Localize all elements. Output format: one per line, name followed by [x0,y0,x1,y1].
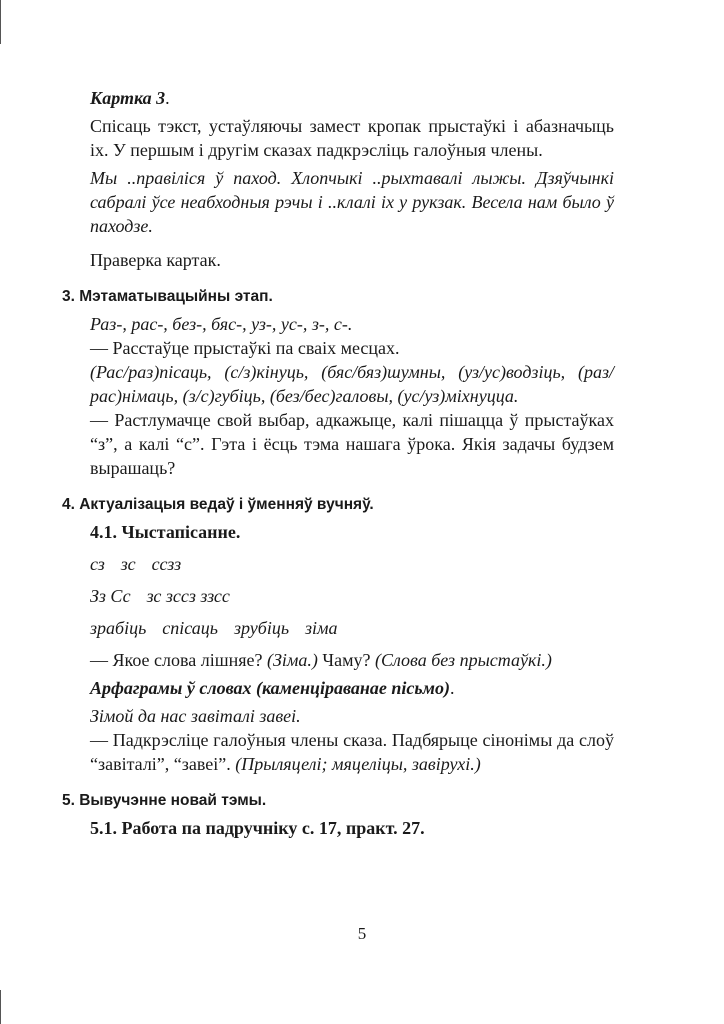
handwriting-item: зс [120,554,136,574]
subsection-heading: 4.1. Чыстапісанне. [90,522,241,542]
section-heading: 4. Актуалізацыя ведаў і ўменняў вучняў. [62,496,374,513]
handwriting-item: зрубіць [234,618,290,638]
handwriting-item: зс зccз ззсс [146,586,230,606]
answer: (Зіма.) [267,650,318,670]
handwriting-item: зрабіць [90,618,147,638]
page-content [62,86,614,840]
orthograms-heading: Арфаграмы ў словах (каменціраванае пісьмо). [90,678,455,698]
card-check: Праверка картак. [90,250,221,270]
handwriting-line [90,584,614,608]
subsection-heading: 5.1. Работа па падручніку с. 17, практ. 27. [90,818,425,838]
task-text: — Растлумачце свой выбар, адкажыце, калі пішацца ў прыстаўках “з”, а калі “с”. Гэта і ёсць тэма нашага ўрока. Якія задачы будзем вырашаць? [90,410,614,478]
card-text: Мы ..правіліся ў паход. Хлопчыкі ..рыхтавалі лыжы. Дзяўчынкі сабралі ўсе неабходныя рэчы і ..клалі іх у рукзак. Весела нам было ў паходзе. [90,168,614,236]
card-instruction: Спісаць тэкст, устаўляючы замест кропак прыстаўкі і абазначыць іх. У першым і другім сказах падкрэсліць галоўныя члены. [90,116,614,160]
card-title: Картка 3. [90,88,170,108]
handwriting-line [90,552,614,576]
handwriting-item: Зз Сс [90,586,131,606]
handwriting-item: сз [90,554,105,574]
page-number: 5 [357,924,367,943]
handwriting-line [90,616,614,640]
margin-mark-bottom [0,990,1,1024]
question: Чаму? [322,650,371,670]
answer: (Слова без прыстаўкі.) [374,650,552,670]
margin-mark-top [0,0,1,44]
question-line [90,648,614,672]
handwriting-item: спісаць [162,618,218,638]
task-text: — Падкрэсліце галоўныя члены сказа. Падбярыце сінонімы да слоў “завіталі”, “завеі”. (Прыляцелі; мяцеліцы, завірухі.) [90,730,614,774]
question: — Якое слова лішняе? [90,650,263,670]
task-text: — Расстаўце прыстаўкі па сваіх месцах. [90,338,400,358]
handwriting-item: ссзз [151,554,182,574]
example-sentence: Зімой да нас завіталі завеі. [90,706,301,726]
handwriting-item: зіма [305,618,338,638]
section-heading: 3. Мэтаматывацыйны этап. [62,288,273,305]
prefixes-list: Раз-, рас-, без-, бяс-, уз-, ус-, з-, с-. [90,314,353,334]
answer: (Прыляцелі; мяцеліцы, завірухі.) [235,754,481,774]
section-heading: 5. Вывучэнне новай тэмы. [62,792,267,809]
words-exercise: (Рас/раз)пісаць, (с/з)кінуць, (бяс/бяз)шумны, (уз/ус)водзіць, (раз/рас)німаць, (з/с)губіць, (без/бес)галовы, (ус/уз)міхнуцца. [90,362,614,406]
